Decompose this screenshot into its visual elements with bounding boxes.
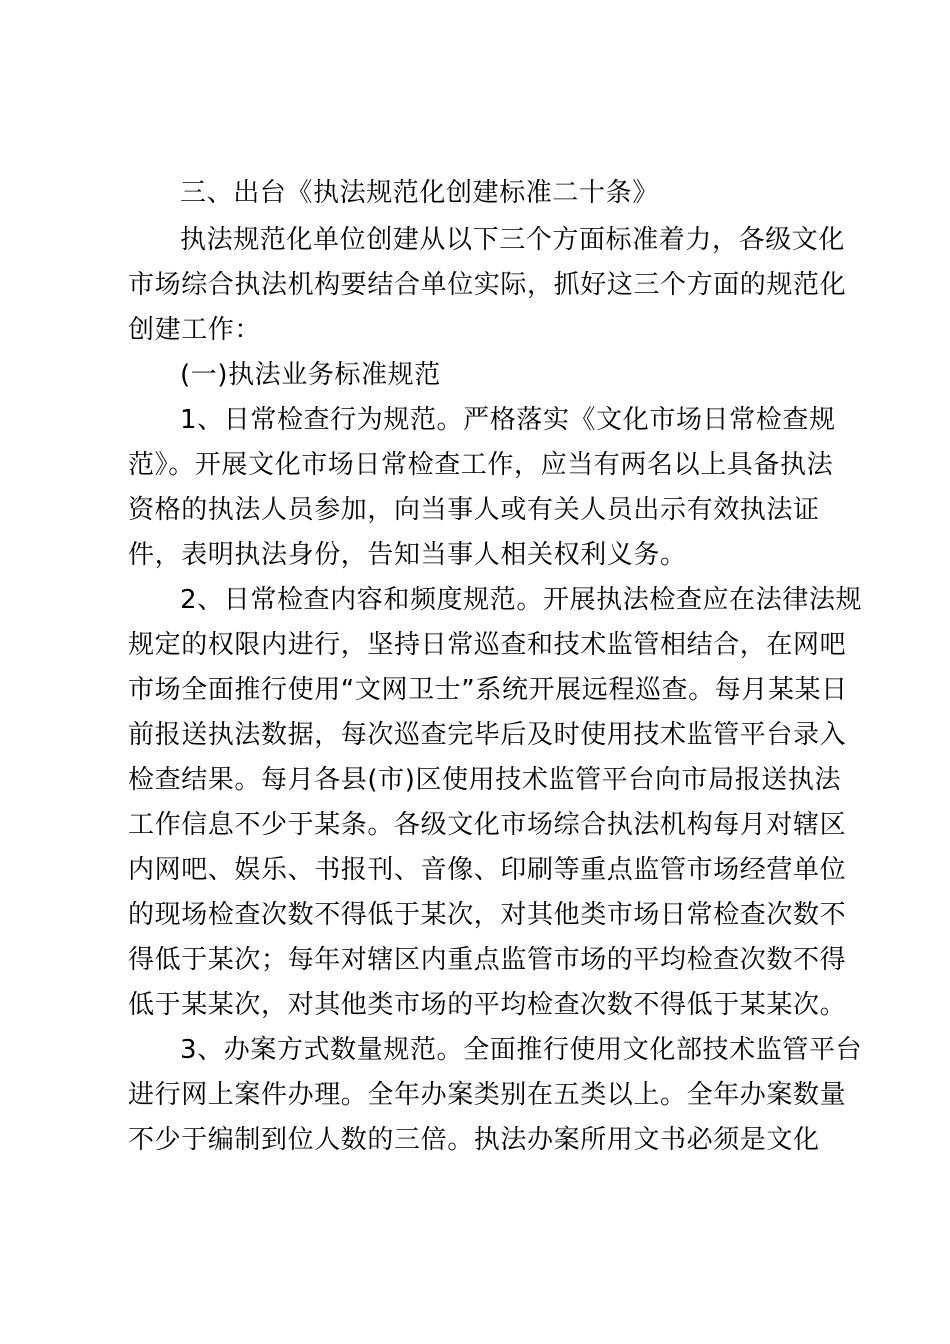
paragraph-line: 内网吧、娱乐、书报刊、音像、印刷等重点监管市场经营单位 xyxy=(128,855,847,885)
paragraph-line: 市场全面推行使用“文网卫士”系统开展远程巡查。每月某某日 xyxy=(128,675,848,705)
paragraph-line: 不少于编制到位人数的三倍。执法办案所用文书必须是文化 xyxy=(128,1125,820,1155)
paragraph-line: 工作信息不少于某条。各级文化市场综合执法机构每月对辖区 xyxy=(128,810,847,840)
paragraph-line: 范》。开展文化市场日常检查工作，应当有两名以上具备执法 xyxy=(128,450,834,480)
paragraph-line: 件，表明执法身份，告知当事人相关权利义务。 xyxy=(128,540,687,570)
paragraph-line: 进行网上案件办理。全年办案类别在五类以上。全年办案数量 xyxy=(128,1080,847,1110)
paragraph-line: 检查结果。每月各县(市)区使用技术监管平台向市局报送执法 xyxy=(128,765,842,795)
paragraph-line: 规定的权限内进行，坚持日常巡查和技术监管相结合，在网吧 xyxy=(128,630,847,660)
paragraph-line: 前报送执法数据，每次巡查完毕后及时使用技术监管平台录入 xyxy=(128,720,847,750)
paragraph-line: 3、办案方式数量规范。全面推行使用文化部技术监管平台 xyxy=(180,1035,863,1065)
paragraph-line: 市场综合执法机构要结合单位实际，抓好这三个方面的规范化 xyxy=(128,270,847,300)
paragraph-line: 低于某某次，对其他类市场的平均检查次数不得低于某某次。 xyxy=(128,990,847,1020)
paragraph-line: 创建工作： xyxy=(128,315,262,345)
paragraph-line: 的现场检查次数不得低于某次，对其他类市场日常检查次数不 xyxy=(128,900,847,930)
paragraph-line: 1、日常检查行为规范。严格落实《文化市场日常检查规 xyxy=(180,405,836,435)
paragraph-line: 得低于某次；每年对辖区内重点监管市场的平均检查次数不得 xyxy=(128,945,847,975)
paragraph-line: 执法规范化单位创建从以下三个方面标准着力，各级文化 xyxy=(180,225,846,255)
subsection-heading: (一)执法业务标准规范 xyxy=(180,360,441,390)
section-heading: 三、出台《执法规范化创建标准二十条》 xyxy=(180,178,659,208)
paragraph-line: 资格的执法人员参加，向当事人或有关人员出示有效执法证 xyxy=(128,495,820,525)
paragraph-line: 2、日常检查内容和频度规范。开展执法检查应在法律法规 xyxy=(180,585,863,615)
